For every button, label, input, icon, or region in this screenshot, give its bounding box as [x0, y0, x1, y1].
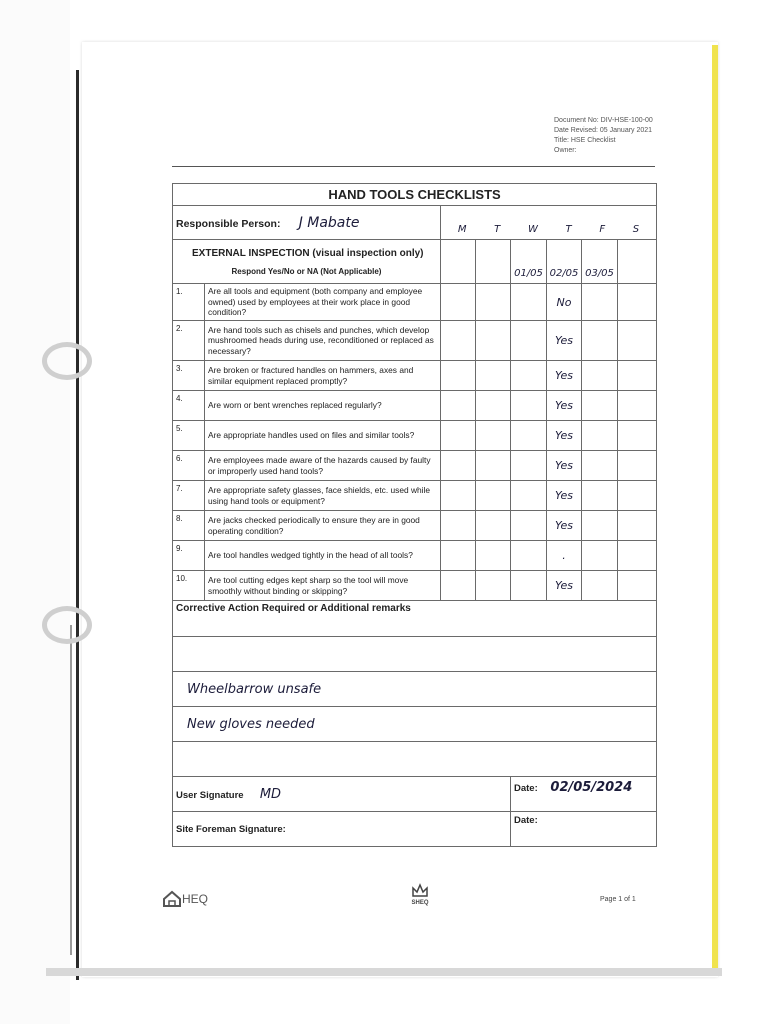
question-number: 7.	[173, 481, 205, 511]
page-stack-shadow	[46, 968, 722, 976]
responsible-label: Responsible Person:	[176, 217, 281, 230]
question-text: Are employees made aware of the hazards caused by faulty or improperly used hand tools?	[205, 451, 441, 481]
question-number: 8.	[173, 511, 205, 541]
binder-ring-bottom	[42, 606, 92, 644]
binder-edge	[76, 70, 79, 980]
question-row	[173, 391, 657, 421]
external-inspection-header	[173, 240, 441, 284]
weekday-letters	[444, 224, 653, 235]
answer-cell: Yes	[547, 321, 582, 361]
answer-cell: Yes	[547, 481, 582, 511]
day-wed: W	[527, 224, 538, 235]
date-col-2	[476, 240, 511, 284]
date-revised: Date Revised: 05 January 2021	[554, 127, 653, 134]
heq-logo	[162, 890, 208, 908]
answer-cell: Yes	[547, 571, 582, 601]
heq-logo-text: HEQ	[182, 892, 209, 906]
binder-ring-top	[42, 342, 92, 380]
header-rule	[172, 166, 655, 167]
user-signature-cell	[173, 777, 511, 812]
day-tue: T	[494, 224, 501, 235]
question-text: Are appropriate safety glasses, face shields, etc. used while using hand tools or equipment?	[205, 481, 441, 511]
answer-cell: .	[547, 541, 582, 571]
foreman-date-label: Date:	[511, 812, 657, 847]
doc-number: Document No: DIV-HSE-100-00	[554, 117, 653, 124]
day-sat: S	[632, 224, 640, 235]
day-fri: F	[599, 224, 606, 235]
answer-cell: Yes	[547, 421, 582, 451]
question-row	[173, 571, 657, 601]
checklist-heading: HAND TOOLS CHECKLISTS	[173, 184, 657, 206]
question-text: Are jacks checked periodically to ensure they are in good operating condition?	[205, 511, 441, 541]
foreman-signature-label: Site Foreman Signature:	[173, 812, 511, 847]
question-text: Are broken or fractured handles on hammers, axes and similar equipment replaced promptly?	[205, 361, 441, 391]
day-thu: T	[565, 224, 572, 235]
remark-line-1	[173, 637, 657, 672]
user-date-value: 02/05/2024	[550, 780, 633, 795]
doc-title: Title: HSE Checklist	[554, 137, 616, 144]
question-text: Are tool handles wedged tightly in the head of all tools?	[205, 541, 441, 571]
document-meta	[554, 116, 653, 156]
question-number: 4.	[173, 391, 205, 421]
user-signature-mark: MD	[259, 786, 282, 802]
question-row	[173, 541, 657, 571]
date-col-3: 01/05	[511, 240, 547, 284]
crown-logo-icon	[410, 882, 430, 898]
question-text: Are worn or bent wrenches replaced regularly?	[205, 391, 441, 421]
question-number: 2.	[173, 321, 205, 361]
date-col-6	[618, 240, 657, 284]
question-number: 1.	[173, 284, 205, 321]
question-text: Are all tools and equipment (both company and employee owned) used by employees at their work place in good condition?	[205, 284, 441, 321]
question-row	[173, 511, 657, 541]
doc-owner: Owner:	[554, 147, 577, 154]
remark-line-4	[173, 742, 657, 777]
yellow-page-edge	[712, 45, 718, 975]
date-col-5: 03/05	[582, 240, 618, 284]
question-row	[173, 321, 657, 361]
user-date-label: Date:	[514, 783, 538, 794]
external-inspection-title: EXTERNAL INSPECTION (visual inspection only)	[192, 247, 424, 259]
question-number: 9.	[173, 541, 205, 571]
weekday-header	[441, 206, 657, 240]
question-text: Are appropriate handles used on files and similar tools?	[205, 421, 441, 451]
date-col-4: 02/05	[547, 240, 582, 284]
remark-line-3: New gloves needed	[173, 707, 657, 742]
date-col-1	[441, 240, 476, 284]
day-mon: M	[457, 224, 467, 235]
question-row	[173, 421, 657, 451]
binder-inner-edge	[70, 625, 72, 955]
answer-cell: Yes	[547, 391, 582, 421]
user-date-cell	[511, 777, 657, 812]
answer-cell: No	[547, 284, 582, 321]
house-logo-icon	[162, 890, 182, 908]
sheq-logo-text: SHEQ	[411, 900, 429, 906]
answer-cell: Yes	[547, 361, 582, 391]
question-text: Are tool cutting edges kept sharp so the tool will move smoothly without binding or skipping?	[205, 571, 441, 601]
question-number: 10.	[173, 571, 205, 601]
responsible-name: J Mabate	[298, 214, 360, 231]
page-number: Page 1 of 1	[600, 896, 636, 903]
question-row	[173, 284, 657, 321]
question-row	[173, 451, 657, 481]
binder-background	[0, 0, 70, 1024]
sheq-logo	[400, 882, 440, 906]
answer-cell: Yes	[547, 511, 582, 541]
question-text: Are hand tools such as chisels and punches, which develop mushroomed heads during use, reconditioned or replaced as necessary?	[205, 321, 441, 361]
remarks-heading: Corrective Action Required or Additional remarks	[173, 601, 657, 637]
question-row	[173, 481, 657, 511]
remark-line-2: Wheelbarrow unsafe	[173, 672, 657, 707]
answer-cell: Yes	[547, 451, 582, 481]
respond-instructions: Respond Yes/No or NA (Not Applicable)	[231, 266, 382, 276]
question-row	[173, 361, 657, 391]
checklist-table	[172, 183, 657, 847]
user-signature-label: User Signature	[176, 789, 244, 801]
responsible-person-row	[173, 206, 441, 240]
question-number: 6.	[173, 451, 205, 481]
question-number: 5.	[173, 421, 205, 451]
question-number: 3.	[173, 361, 205, 391]
